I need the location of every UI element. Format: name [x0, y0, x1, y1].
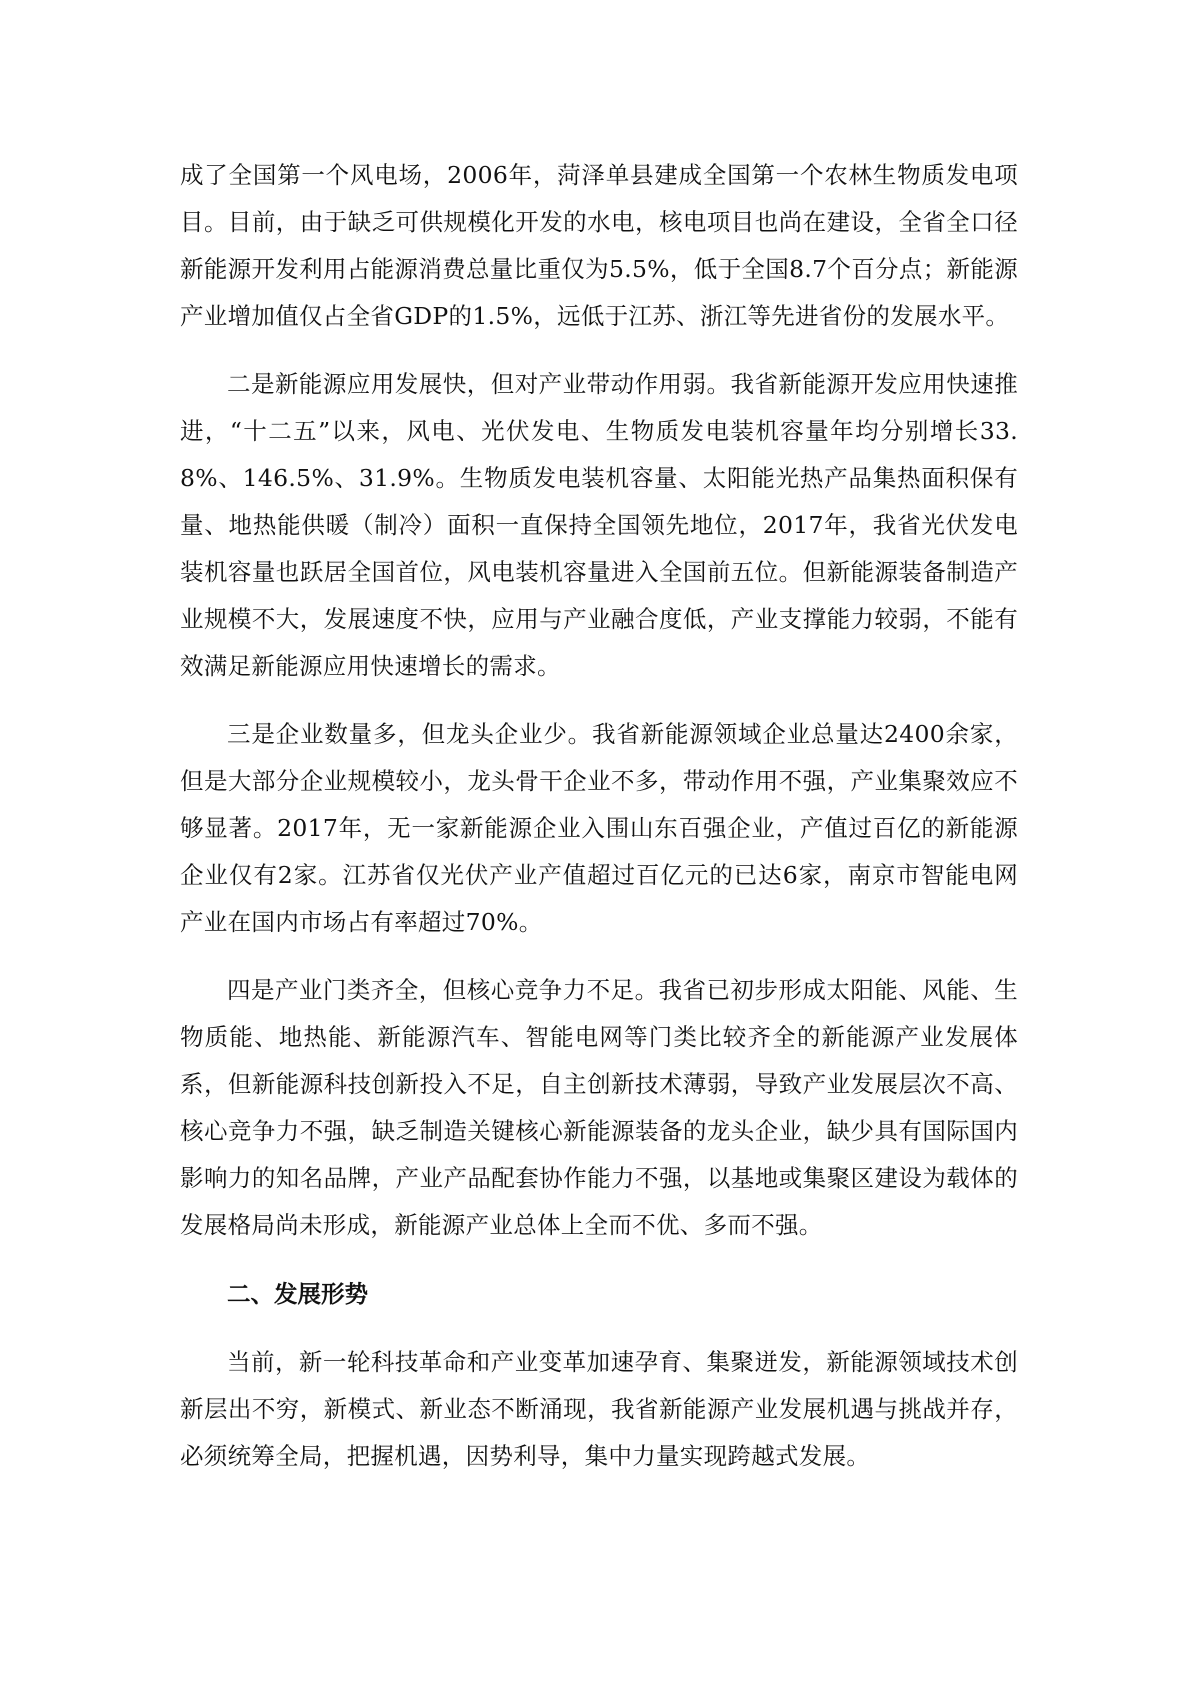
section-heading: 二、发展形势 [227, 1280, 368, 1308]
paragraph-continuation: 成了全国第一个风电场，2006年，菏泽单县建成全国第一个农林生物质发电项目。目前，由于缺乏可供规模化开发的水电，核电项目也尚在建设，全省全口径新能源开发利用占能源消费总量比重仅为5.5%，低于全国8.7个百分点；新能源产业增加值仅占全省GDP的1.5%，远低于江苏、浙江等先进省份的发展水平。 [180, 161, 1018, 330]
paragraph-development-situation: 当前，新一轮科技革命和产业变革加速孕育、集聚迸发，新能源领域技术创新层出不穷，新模式、新业态不断涌现，我省新能源产业发展机遇与挑战并存，必须统筹全局，把握机遇，因势利导，集中力量实现跨越式发展。 [180, 1348, 1018, 1470]
document-body [180, 152, 1018, 1480]
paragraph-point-two: 二是新能源应用发展快，但对产业带动作用弱。我省新能源开发应用快速推进，“十二五”以来，风电、光伏发电、生物质发电装机容量年均分别增长33.8%、146.5%、31.9%。生物质发电装机容量、太阳能光热产品集热面积保有量、地热能供暖（制冷）面积一直保持全国领先地位，2017年，我省光伏发电装机容量也跃居全国首位，风电装机容量进入全国前五位。但新能源装备制造产业规模不大，发展速度不快，应用与产业融合度低，产业支撑能力较弱，不能有效满足新能源应用快速增长的需求。 [180, 370, 1018, 680]
paragraph-point-three: 三是企业数量多，但龙头企业少。我省新能源领域企业总量达2400余家，但是大部分企业规模较小，龙头骨干企业不多，带动作用不强，产业集聚效应不够显著。2017年，无一家新能源企业入围山东百强企业，产值过百亿的新能源企业仅有2家。江苏省仅光伏产业产值超过百亿元的已达6家，南京市智能电网产业在国内市场占有率超过70%。 [180, 720, 1018, 936]
paragraph-point-four: 四是产业门类齐全，但核心竞争力不足。我省已初步形成太阳能、风能、生物质能、地热能、新能源汽车、智能电网等门类比较齐全的新能源产业发展体系，但新能源科技创新投入不足，自主创新技术薄弱，导致产业发展层次不高、核心竞争力不强，缺乏制造关键核心新能源装备的龙头企业，缺少具有国际国内影响力的知名品牌，产业产品配套协作能力不强，以基地或集聚区建设为载体的发展格局尚未形成，新能源产业总体上全而不优、多而不强。 [180, 976, 1018, 1239]
